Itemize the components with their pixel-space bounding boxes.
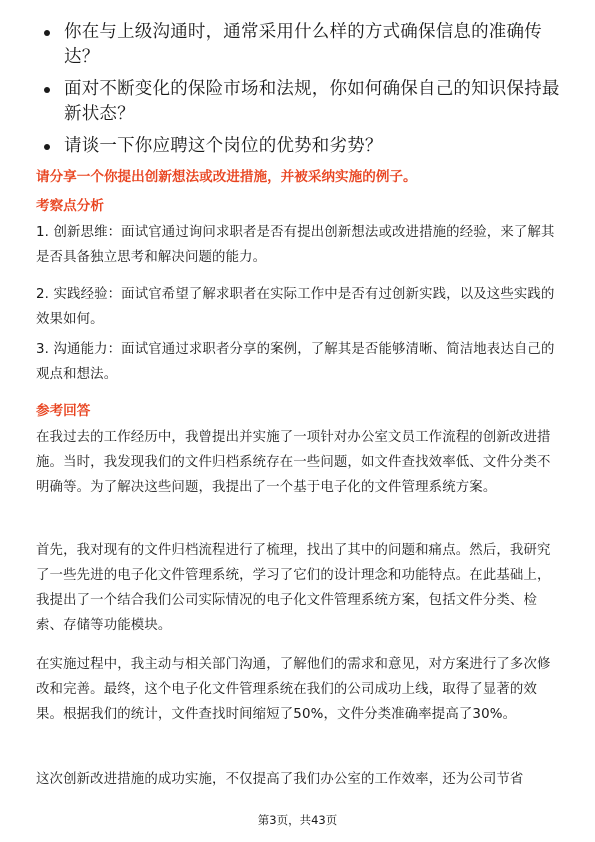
answer-paragraph: 这次创新改进措施的成功实施，不仅提高了我们办公室的工作效率，还为公司节省 [36,772,524,787]
analysis-point: 1. 创新思维：面试官通过询问求职者是否有提出创新想法或改进措施的经验，来了解其是否具备独立思考和解决问题的能力。 [36,225,555,265]
page-number-footer: 第3页，共43页 [257,813,338,827]
bullet-text: 你在与上级沟通时，通常采用什么样的方式确保信息的准确传达？ [64,22,542,67]
answer-paragraph: 在我过去的工作经历中，我曾提出并实施了一项针对办公室文员工作流程的创新改进措施。当时，我发现我们的文件归档系统存在一些问题，如文件查找效率低、文件分类不明确等。为了解决这些问题，我提出了一个基于电子化的文件管理系统方案。 [36,430,551,495]
bullet-item [40,20,560,70]
bullet-item [40,77,560,127]
analysis-point: 3. 沟通能力：面试官通过求职者分享的案例，了解其是否能够清晰、简洁地表达自己的观点和想法。 [36,342,555,382]
answer-heading: 参考回答 [36,403,91,419]
bullet-dot-icon [44,87,50,93]
interview-question: 请分享一个你提出创新想法或改进措施，并被采纳实施的例子。 [36,169,417,185]
bullet-text: 请谈一下你应聘这个岗位的优势和劣势？ [64,136,383,156]
question-bullet-list [40,20,560,166]
answer-paragraph: 在实施过程中，我主动与相关部门沟通，了解他们的需求和意见，对方案进行了多次修改和完善。最终，这个电子化文件管理系统在我们的公司成功上线，取得了显著的效果。根据我们的统计，文件查找时间缩短了50%，文件分类准确率提高了30%。 [36,657,551,722]
answer-paragraph: 首先，我对现有的文件归档流程进行了梳理，找出了其中的问题和痛点。然后，我研究了一些先进的电子化文件管理系统，学习了它们的设计理念和功能特点。在此基础上，我提出了一个结合我们公司实际情况的电子化文件管理系统方案，包括文件分类、检索、存储等功能模块。 [36,543,551,633]
analysis-heading: 考察点分析 [36,198,104,214]
bullet-item [40,134,560,159]
bullet-text: 面对不断变化的保险市场和法规，你如何确保自己的知识保持最新状态？ [64,79,560,124]
analysis-point: 2. 实践经验：面试官希望了解求职者在实际工作中是否有过创新实践，以及这些实践的效果如何。 [36,287,555,327]
bullet-dot-icon [44,30,50,36]
bullet-dot-icon [44,144,50,150]
